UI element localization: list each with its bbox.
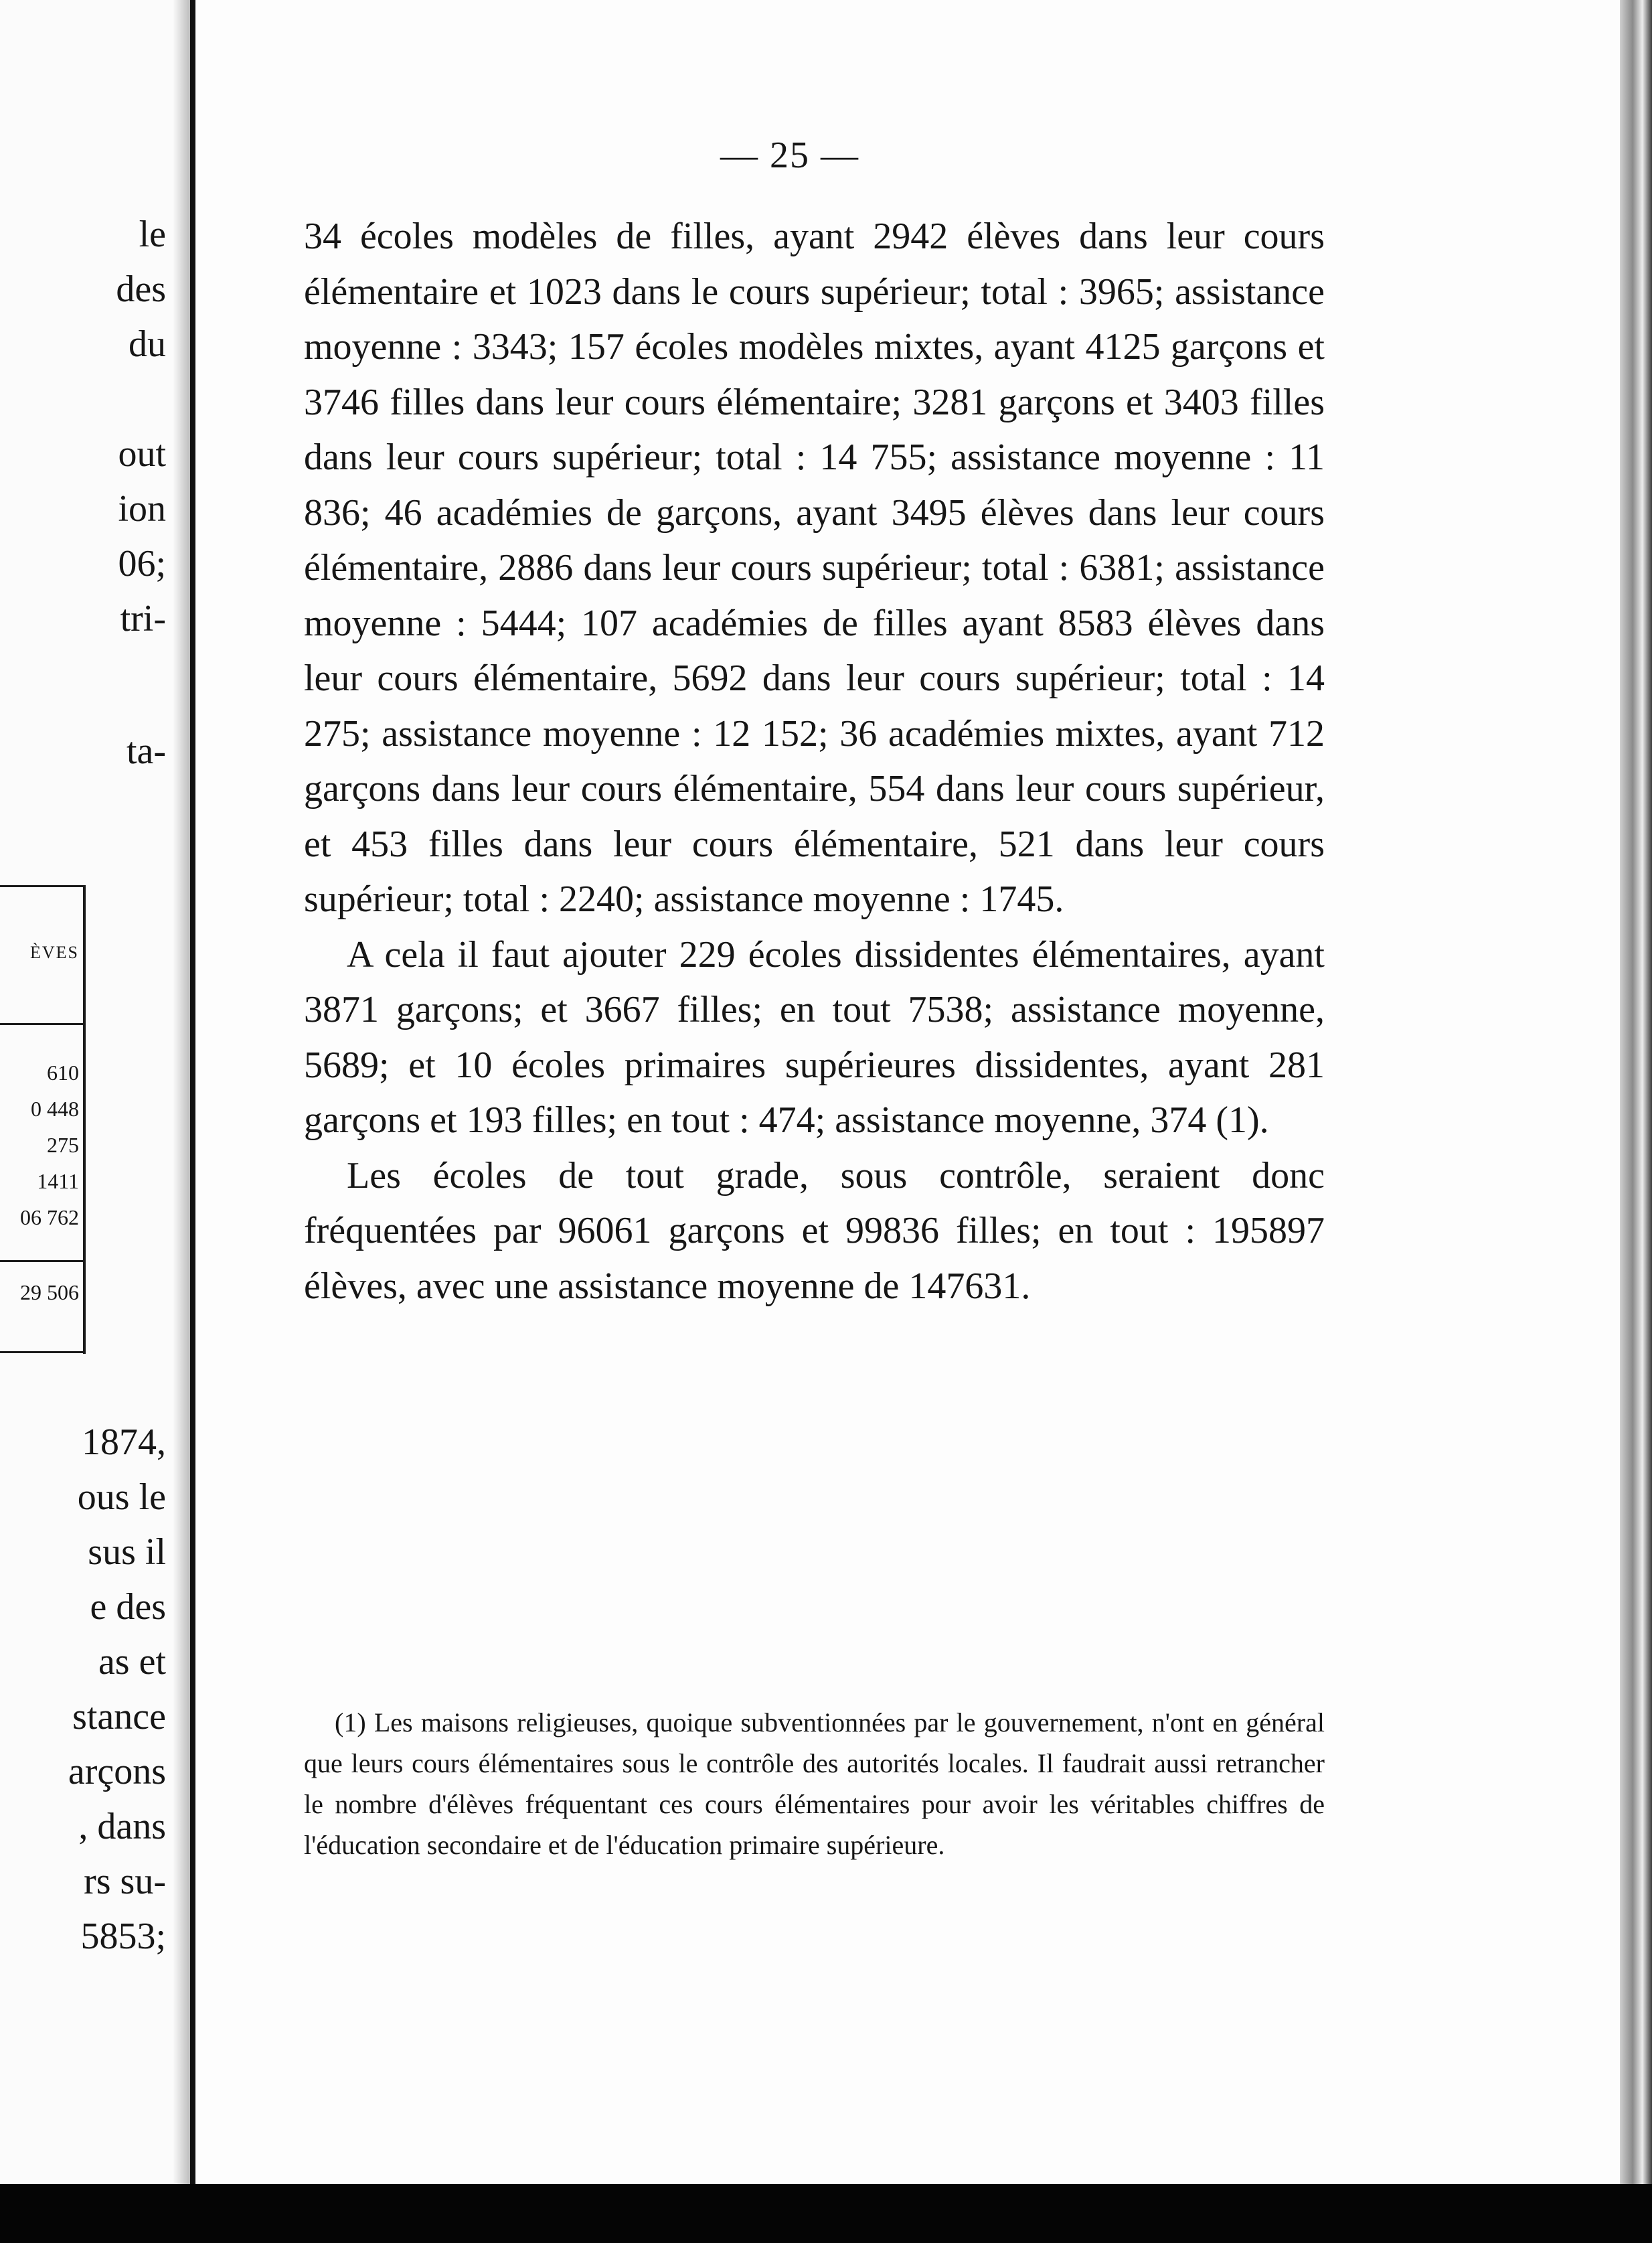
left-page-line: ion xyxy=(118,488,166,530)
page-edge xyxy=(1620,0,1652,2184)
left-page-line: arçons xyxy=(68,1751,166,1792)
paragraph: A cela il faut ajouter 229 écoles dissidentes élémentaires, ayant 3871 garçons; et 3667 filles; en tout 7538; assistance moyenne, 5689; et 10 écoles primaires supérieures dissidentes, ayant 281 garçons et 193 filles; en tout : 474; assistance moyenne, 374 (1). xyxy=(304,933,1325,1141)
scan-border xyxy=(0,2184,1652,2243)
left-page-line: as et xyxy=(98,1641,166,1683)
left-page-line: ous le xyxy=(77,1476,166,1518)
page-number: — 25 — xyxy=(720,135,859,176)
previous-page-fragment xyxy=(0,0,190,2184)
table-cell: 1411 xyxy=(37,1169,79,1193)
book-gutter xyxy=(190,0,195,2184)
left-page-line: e des xyxy=(90,1586,166,1628)
left-page-table xyxy=(0,885,86,1354)
paragraph: Les écoles de tout grade, sous contrôle, seraient donc fréquentées par 96061 garçons et 99836 filles; en tout : 195897 élèves, avec une assistance moyenne de 147631. xyxy=(304,1154,1325,1307)
left-page-line: des xyxy=(116,268,166,310)
footnote-text: (1) Les maisons religieuses, quoique subventionnées par le gouvernement, n'ont en général que leurs cours élémentaires sous le contrôle des autorités locales. Il faudrait aussi retrancher le nombre d'élèves fréquentant ces cours élémentaires pour avoir les véritables chiffres de l'éducation secondaire et de l'éducation primaire supérieure. xyxy=(304,1707,1325,1860)
left-page-line: sus il xyxy=(88,1531,166,1573)
table-cell: 06 762 xyxy=(20,1205,79,1229)
left-page-line: du xyxy=(129,323,166,365)
page-body xyxy=(304,209,1325,1314)
left-page-line: 5853; xyxy=(80,1916,166,1957)
left-page-line: , dans xyxy=(78,1806,166,1847)
left-page-line: tri- xyxy=(120,598,166,639)
table-cell: 275 xyxy=(47,1133,79,1157)
left-page-line: rs su- xyxy=(84,1861,166,1902)
left-page-line: le xyxy=(139,214,166,255)
footnote xyxy=(304,1702,1325,1865)
left-page-line: stance xyxy=(72,1696,166,1737)
table-cell: 0 448 xyxy=(31,1097,79,1121)
table-total: 29 506 xyxy=(20,1280,79,1304)
table-cell: 610 xyxy=(47,1061,79,1085)
left-page-line: ta- xyxy=(126,730,166,772)
paragraph: 34 écoles modèles de filles, ayant 2942 élèves dans leur cours élémentaire et 1023 dans le cours supérieur; total : 3965; assistance moyenne : 3343; 157 écoles modèles mixtes, ayant 4125 garçons et 3746 filles dans leur cours élémentaire; 3281 garçons et 3403 filles dans leur cours supérieur; total : 14 755; assistance moyenne : 11 836; 46 académies de garçons, ayant 3495 élèves dans leur cours élémentaire, 2886 dans leur cours supérieur; total : 6381; assistance moyenne : 5444; 107 académies de filles ayant 8583 élèves dans leur cours élémentaire, 5692 dans leur cours supérieur; total : 14 275; assistance moyenne : 12 152; 36 académies mixtes, ayant 712 garçons dans leur cours élémentaire, 554 dans leur cours supérieur, et 453 filles dans leur cours élémentaire, 521 dans leur cours supérieur; total : 2240; assistance moyenne : 1745. xyxy=(304,216,1325,920)
left-page-line: 06; xyxy=(118,543,166,585)
table-header: ÈVES xyxy=(30,943,79,962)
left-page-line: 1874, xyxy=(82,1421,166,1463)
left-page-line: out xyxy=(118,433,166,475)
